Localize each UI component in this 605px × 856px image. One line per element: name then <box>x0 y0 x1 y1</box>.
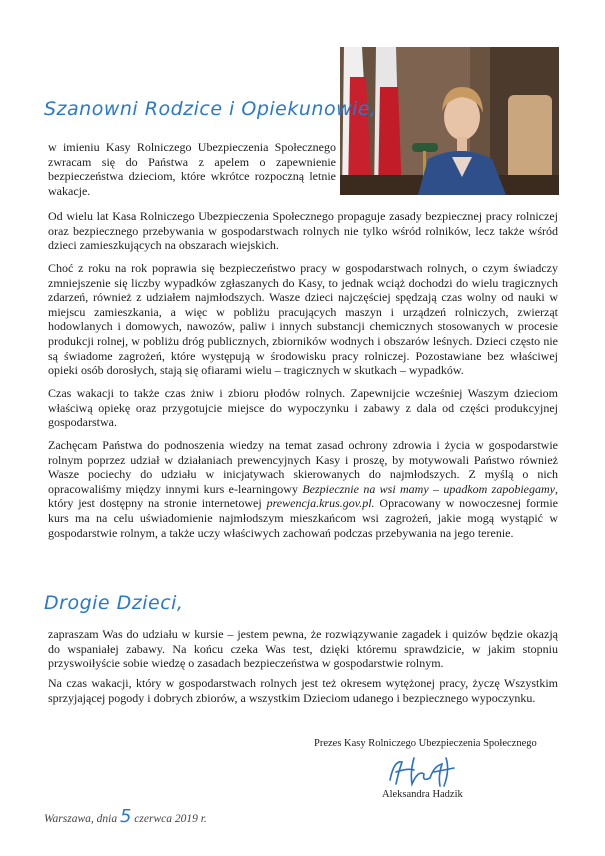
greeting-children: Drogie Dzieci, <box>44 592 184 614</box>
paragraph-4-text-b: , który jest dostępny na stronie internetowej <box>48 481 559 511</box>
website-url: prewencja.krus.gov.pl. <box>266 496 375 511</box>
place-and-date <box>44 806 207 827</box>
children-paragraph-1: zapraszam Was do udziału w kursie – jestem pewna, że rozwiązywanie zagadek i quizów będzie okazją do wspaniałej zabawy. Na końcu czeka Was test, dzięki któremu sprawdzicie, w jakim stopniu przyswoiłyście sobie wiedzę o zasadach bezpieczeństwa w gospodarstwie rolnym. <box>48 627 558 671</box>
signature-title: Prezes Kasy Rolniczego Ubezpieczenia Społecznego <box>314 738 537 749</box>
greeting-parents: Szanowni Rodzice i Opiekunowie, <box>44 98 377 120</box>
president-portrait-photo <box>340 47 559 195</box>
paragraph-3: Czas wakacji to także czas żniw i zbioru płodów rolnych. Zapewnijcie wcześniej Waszym dzieciom właściwą opiekę oraz przygotujcie miejsce do wypoczynku i zabawy z dala od części produkcyjnej gospodarstwa. <box>48 386 558 430</box>
children-paragraph-2: Na czas wakacji, który w gospodarstwach rolnych jest też okresem wytężonej pracy, życzę Wszystkim sprzyjającej pogody i dobrych zbiorów, a wszystkim Dzieciom udanego i bezpiecznego wypoczynku. <box>48 676 558 705</box>
paragraph-2: Choć z roku na rok poprawia się bezpieczeństwo pracy w gospodarstwach rolnych, o czym świadczy zmniejszenie się liczby wypadków zgłaszanych do Kasy, to jednak wciąż dochodzi do wielu tragicznych zdarzeń, również z udziałem najmłodszych. Wasze dzieci najczęściej spędzają czas wolny od nauki w miejscu zamieszkania, a więc w pobliżu pracujących maszyn i urządzeń rolniczych, zwierząt hodowlanych i domowych, nawozów, paliw i innych substancji chemicznych stosowanych w procesie produkcji rolnej, w pobliżu dróg publicznych, zbiorników wodnych i obszarów leśnych. Dzieci często nie są świadome zagrożeń, które występują w środowisku pracy rolniczej. Pozostawiane bez właściwej opieki osób dorosłych, stają się ofiarami wielu – tragicznych w skutkach – wypadków. <box>48 261 558 378</box>
course-title: Bezpiecznie na wsi mamy – upadkom zapobiegamy <box>302 481 556 496</box>
signatory-name: Aleksandra Hadzik <box>382 789 463 800</box>
paragraph-4-text-c: Opracowany w nowoczesnej formie kurs ma na celu uświadomienie najmłodszym mieszkańcom wsi zagrożeń, jakie mogą wystąpić w gospodarstwie rolnym, a także uczy właściwych zachowań podczas przebywania na jego terenie. <box>48 496 558 540</box>
handwritten-signature <box>384 750 464 790</box>
intro-paragraph: w imieniu Kasy Rolniczego Ubezpieczenia Społecznego zwracam się do Państwa z apelem o zapewnienie bezpieczeństwa dzieciom, które wkrótce rozpoczną letnie wakacje. <box>48 140 336 198</box>
paragraph-1: Od wielu lat Kasa Rolniczego Ubezpieczenia Społecznego propaguje zasady bezpiecznej pracy rolniczej oraz bezpiecznego przebywania w gospodarstwach rolnych nie tylko wśród rolników, lecz także wśród dzieci zamieszkujących na obszarach wiejskich. <box>48 209 558 253</box>
date-day: 5 <box>119 806 132 827</box>
paragraph-4 <box>48 438 558 540</box>
paragraph-4-text-a: Zachęcam Państwa do podnoszenia wiedzy na temat zasad ochrony zdrowia i życia w gospodarstwie rolnym poprzez udział w działaniach prewencyjnych Kasy i proszę, by motywowali Państwo również Wasze pociechy do udziału w inicjatywach skierowanych do najmłodszych. Z myślą o nich opracowaliśmy między innymi kurs e-learningowy <box>48 438 558 496</box>
date-suffix: czerwca 2019 r. <box>131 813 207 825</box>
date-prefix: Warszawa, dnia <box>44 813 120 825</box>
